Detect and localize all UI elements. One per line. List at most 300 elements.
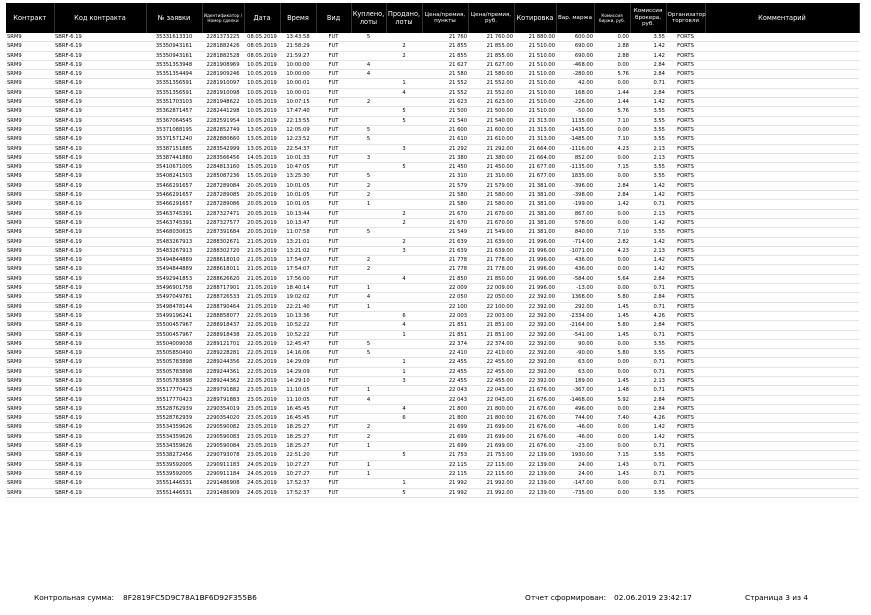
cell-type: FUT	[328, 229, 339, 236]
cell-comment	[705, 376, 859, 385]
cell-broker-fee: 2.13	[653, 154, 665, 161]
cell-sold-lots	[386, 153, 422, 162]
cell-exchange-fee: 1.45	[617, 312, 629, 319]
cell-quote: 22 392.00	[528, 322, 555, 329]
cell-price-rub: 22 374.00	[486, 340, 513, 347]
cell-exchange-fee: 0.00	[617, 340, 629, 347]
cell-quote: 21 381.00	[528, 182, 555, 189]
cell-contract-code: SBRF-6.19	[55, 210, 82, 217]
cell-var-margin: -735.00	[572, 489, 593, 496]
cell-broker-fee: 0.71	[653, 443, 665, 450]
table-row	[6, 88, 859, 97]
cell-exchange-fee: 0.00	[617, 210, 629, 217]
cell-broker-fee: 0.71	[653, 368, 665, 375]
cell-date: 21.05.2019	[247, 257, 277, 264]
cell-var-margin: 690.00	[574, 52, 593, 59]
cell-exchange-fee: 0.00	[617, 257, 629, 264]
cell-date: 20.05.2019	[247, 192, 277, 199]
cell-price-rub: 22 050.00	[486, 294, 513, 301]
cell-trade-organizer: FORTS	[677, 312, 694, 319]
cell-contract-code: SBRF-6.19	[55, 322, 82, 329]
cell-type: FUT	[328, 201, 339, 208]
cell-quote: 21 313.00	[528, 126, 555, 133]
cell-contract: SRM9	[7, 285, 22, 292]
header-exchange-fee: Комиссия биржи, руб.	[594, 3, 630, 33]
cell-time: 13:43:58	[286, 34, 310, 40]
cell-trade-organizer: FORTS	[677, 266, 694, 273]
cell-order-number: 35350943161	[155, 52, 193, 59]
cell-contract-code: SBRF-6.19	[55, 387, 82, 394]
cell-quote: 21 510.00	[528, 108, 555, 115]
cell-trade-organizer: FORTS	[677, 470, 694, 477]
cell-trade-organizer: FORTS	[677, 219, 694, 226]
cell-comment	[705, 274, 859, 283]
cell-contract: SRM9	[7, 415, 22, 422]
cell-contract: SRM9	[7, 219, 22, 226]
table-row	[6, 274, 859, 283]
cell-comment	[705, 125, 859, 134]
cell-trade-organizer: FORTS	[677, 303, 694, 310]
cell-contract: SRM9	[7, 303, 22, 310]
cell-type: FUT	[328, 145, 339, 152]
cell-order-number: 35387151885	[155, 145, 193, 152]
cell-contract: SRM9	[7, 331, 22, 338]
cell-type: FUT	[328, 368, 339, 375]
cell-bought-lots: 2	[366, 257, 371, 264]
cell-trade-organizer: FORTS	[677, 322, 694, 329]
cell-time: 10:47:05	[286, 164, 310, 171]
cell-price-rub: 21 580.00	[486, 201, 513, 208]
cell-sold-lots: 2	[402, 43, 406, 50]
cell-time: 10:13:47	[286, 219, 310, 226]
cell-order-number: 35492941853	[155, 275, 193, 282]
cell-price-points: 22 455	[448, 368, 467, 375]
cell-price-rub: 21 992.00	[486, 480, 513, 487]
cell-contract: SRM9	[7, 192, 22, 199]
cell-date: 23.05.2019	[247, 387, 277, 394]
cell-broker-fee: 0.71	[653, 480, 665, 487]
cell-exchange-fee: 0.00	[617, 368, 629, 375]
cell-bought-lots: 2	[366, 99, 371, 106]
cell-exchange-fee: 0.00	[617, 61, 629, 68]
cell-var-margin: -714.00	[572, 238, 593, 245]
cell-sold-lots: 1	[402, 359, 406, 366]
cell-quote: 22 139.00	[528, 470, 555, 477]
cell-contract-code: SBRF-6.19	[55, 164, 82, 171]
cell-order-number: 35483267913	[155, 247, 193, 254]
cell-time: 11:07:58	[286, 229, 310, 236]
cell-bought-lots: 2	[366, 433, 371, 440]
cell-contract: SRM9	[7, 117, 22, 124]
cell-exchange-fee: 2.84	[617, 182, 629, 189]
cell-contract: SRM9	[7, 350, 22, 357]
cell-deal-id: 2281909246	[206, 71, 240, 78]
cell-order-number: 35534359626	[155, 443, 193, 450]
cell-price-points: 22 050	[448, 294, 467, 301]
cell-price-rub: 22 410.00	[486, 350, 513, 357]
table-row	[6, 200, 859, 209]
cell-broker-fee: 1.42	[653, 424, 665, 431]
cell-deal-id: 2289244356	[206, 359, 240, 366]
cell-broker-fee: 3.55	[653, 452, 665, 459]
cell-comment	[705, 79, 859, 88]
cell-sold-lots	[386, 228, 422, 237]
cell-comment	[705, 284, 859, 293]
cell-deal-id: 2290354020	[206, 415, 240, 422]
cell-quote: 21 996.00	[528, 238, 555, 245]
cell-exchange-fee: 0.00	[617, 266, 629, 273]
cell-price-points: 22 043	[448, 396, 467, 403]
cell-price-points: 21 760	[448, 34, 467, 40]
cell-trade-organizer: FORTS	[677, 229, 694, 236]
table-row	[6, 367, 859, 376]
cell-date: 23.05.2019	[247, 452, 277, 459]
cell-quote: 22 392.00	[528, 340, 555, 347]
header-price-points: Цена/премия, пункты	[422, 3, 468, 33]
cell-broker-fee: 1.42	[653, 219, 665, 226]
cell-order-number: 35500457967	[155, 322, 193, 329]
cell-sold-lots: 4	[402, 405, 406, 412]
cell-sold-lots	[386, 125, 422, 134]
cell-comment	[705, 42, 859, 51]
table-row	[6, 479, 859, 488]
cell-price-rub: 21 699.00	[486, 443, 513, 450]
cell-price-rub: 21 450.00	[486, 164, 513, 171]
cell-var-margin: -1116.00	[569, 145, 593, 152]
cell-sold-lots	[386, 442, 422, 451]
cell-price-rub: 21 851.00	[486, 322, 513, 329]
table-row	[6, 460, 859, 469]
cell-trade-organizer: FORTS	[677, 192, 694, 199]
cell-order-number: 35351703103	[155, 99, 193, 106]
cell-date: 21.05.2019	[247, 238, 277, 245]
cell-price-points: 21 627	[448, 61, 467, 68]
cell-type: FUT	[328, 322, 339, 329]
cell-time: 17:54:07	[286, 266, 310, 273]
cell-exchange-fee: 7.10	[617, 229, 629, 236]
cell-sold-lots: 5	[402, 164, 406, 171]
cell-deal-id: 2281910097	[206, 80, 240, 87]
cell-date: 24.05.2019	[247, 461, 277, 468]
cell-date: 22.05.2019	[247, 350, 277, 357]
cell-var-margin: 1368.00	[571, 294, 593, 301]
cell-deal-id: 2288717901	[206, 285, 240, 292]
cell-trade-organizer: FORTS	[677, 443, 694, 450]
header-type: Вид	[316, 3, 351, 33]
cell-trade-organizer: FORTS	[677, 108, 694, 115]
cell-type: FUT	[328, 480, 339, 487]
cell-var-margin: -396.00	[572, 182, 593, 189]
cell-contract-code: SBRF-6.19	[55, 34, 82, 40]
cell-comment	[705, 339, 859, 348]
cell-bought-lots	[351, 237, 386, 246]
cell-var-margin: 744.00	[574, 415, 593, 422]
cell-trade-organizer: FORTS	[677, 331, 694, 338]
cell-var-margin: 189.00	[574, 377, 593, 384]
cell-price-points: 22 115	[448, 470, 467, 477]
cell-price-rub: 21 610.00	[486, 136, 513, 143]
header-broker-fee: Комиссия брокера, руб.	[630, 3, 666, 33]
cell-bought-lots: 5	[366, 34, 371, 40]
cell-broker-fee: 2.84	[653, 294, 665, 301]
cell-deal-id: 2287289086	[206, 201, 240, 208]
table-row	[6, 144, 859, 153]
cell-type: FUT	[328, 424, 339, 431]
table-row	[6, 339, 859, 348]
cell-bought-lots	[351, 367, 386, 376]
cell-bought-lots	[351, 144, 386, 153]
cell-type: FUT	[328, 210, 339, 217]
cell-broker-fee: 1.42	[653, 257, 665, 264]
cell-order-number: 35367064545	[155, 117, 193, 124]
header-row	[6, 3, 859, 33]
cell-exchange-fee: 1.42	[617, 201, 629, 208]
cell-type: FUT	[328, 266, 339, 273]
cell-var-margin: 90.00	[578, 340, 593, 347]
cell-var-margin: 24.00	[578, 461, 593, 468]
cell-deal-id: 2289791882	[206, 387, 240, 394]
cell-date: 22.05.2019	[247, 359, 277, 366]
report-footer	[34, 593, 864, 607]
cell-bought-lots	[351, 488, 386, 497]
cell-type: FUT	[328, 396, 339, 403]
cell-type: FUT	[328, 89, 339, 96]
table-row	[6, 218, 859, 227]
cell-order-number: 35350943161	[155, 43, 193, 50]
cell-date: 23.05.2019	[247, 443, 277, 450]
cell-sold-lots: 2	[402, 238, 406, 245]
cell-deal-id: 2281882528	[206, 52, 240, 59]
cell-quote: 22 392.00	[528, 331, 555, 338]
cell-deal-id: 2289244361	[206, 368, 240, 375]
cell-contract: SRM9	[7, 238, 22, 245]
cell-contract-code: SBRF-6.19	[55, 126, 82, 133]
table-row	[6, 358, 859, 367]
table-row	[6, 163, 859, 172]
cell-date: 21.05.2019	[247, 294, 277, 301]
cell-contract: SRM9	[7, 424, 22, 431]
cell-type: FUT	[328, 126, 339, 133]
cell-var-margin: -13.00	[576, 285, 593, 292]
cell-exchange-fee: 1.45	[617, 377, 629, 384]
cell-var-margin: -280.00	[572, 71, 593, 78]
cell-price-rub: 21 552.00	[486, 89, 513, 96]
cell-bought-lots: 5	[366, 340, 371, 347]
cell-bought-lots	[351, 404, 386, 413]
cell-price-rub: 21 380.00	[486, 154, 513, 161]
cell-price-points: 21 552	[448, 89, 467, 96]
cell-contract-code: SBRF-6.19	[55, 312, 82, 319]
cell-type: FUT	[328, 117, 339, 124]
cell-bought-lots: 2	[366, 182, 371, 189]
cell-price-points: 21 500	[448, 108, 467, 115]
cell-comment	[705, 451, 859, 460]
cell-quote: 21 313.00	[528, 136, 555, 143]
cell-deal-id: 2287289084	[206, 182, 240, 189]
cell-date: 20.05.2019	[247, 201, 277, 208]
cell-trade-organizer: FORTS	[677, 294, 694, 301]
table-row	[6, 135, 859, 144]
cell-time: 22:51:20	[286, 452, 310, 459]
cell-bought-lots: 1	[366, 470, 371, 477]
cell-contract: SRM9	[7, 405, 22, 412]
cell-type: FUT	[328, 164, 339, 171]
cell-date: 22.05.2019	[247, 368, 277, 375]
cell-quote: 21 677.00	[528, 173, 555, 180]
cell-type: FUT	[328, 173, 339, 180]
cell-order-number: 35466291657	[155, 201, 193, 208]
cell-var-margin: 496.00	[574, 405, 593, 412]
cell-quote: 21 510.00	[528, 89, 555, 96]
cell-sold-lots	[386, 423, 422, 432]
cell-trade-organizer: FORTS	[677, 350, 694, 357]
table-row	[6, 42, 859, 51]
cell-contract: SRM9	[7, 312, 22, 319]
cell-trade-organizer: FORTS	[677, 433, 694, 440]
cell-time: 18:40:14	[286, 285, 310, 292]
table-row	[6, 172, 859, 181]
generated-label: Отчет сформирован:	[525, 593, 607, 602]
cell-comment	[705, 209, 859, 218]
cell-broker-fee: 2.13	[653, 145, 665, 152]
cell-comment	[705, 237, 859, 246]
cell-time: 22:54:37	[286, 145, 310, 152]
cell-quote: 22 392.00	[528, 368, 555, 375]
cell-date: 21.05.2019	[247, 285, 277, 292]
cell-time: 10:27:27	[286, 461, 310, 468]
table-row	[6, 51, 859, 60]
cell-deal-id: 2282852749	[206, 126, 240, 133]
cell-contract-code: SBRF-6.19	[55, 368, 82, 375]
cell-exchange-fee: 5.80	[617, 294, 629, 301]
cell-comment	[705, 488, 859, 497]
cell-trade-organizer: FORTS	[677, 424, 694, 431]
table-row	[6, 116, 859, 125]
cell-quote: 22 392.00	[528, 350, 555, 357]
header-var-margin: Вар. маржа	[556, 3, 594, 33]
cell-sold-lots: 3	[402, 247, 406, 254]
cell-contract-code: SBRF-6.19	[55, 182, 82, 189]
cell-broker-fee: 2.13	[653, 377, 665, 384]
cell-price-points: 21 800	[448, 405, 467, 412]
cell-var-margin: -46.00	[576, 424, 593, 431]
cell-exchange-fee: 7.10	[617, 136, 629, 143]
cell-deal-id: 2287391684	[206, 229, 240, 236]
cell-var-margin: -541.00	[572, 331, 593, 338]
table-row	[6, 265, 859, 274]
cell-var-margin: -1071.00	[569, 247, 593, 254]
cell-bought-lots: 2	[366, 266, 371, 273]
cell-contract: SRM9	[7, 229, 22, 236]
cell-contract: SRM9	[7, 145, 22, 152]
cell-contract: SRM9	[7, 99, 22, 106]
header-bought-lots: Куплено, лоты	[351, 3, 386, 33]
cell-exchange-fee: 1.43	[617, 461, 629, 468]
generated-timestamp: 02.06.2019 23:42:17	[614, 593, 692, 602]
cell-comment	[705, 432, 859, 441]
cell-order-number: 35505783898	[155, 359, 193, 366]
cell-type: FUT	[328, 340, 339, 347]
cell-trade-organizer: FORTS	[677, 368, 694, 375]
cell-comment	[705, 135, 859, 144]
cell-deal-id: 2288918437	[206, 322, 240, 329]
cell-date: 21.05.2019	[247, 275, 277, 282]
cell-var-margin: 600.00	[574, 34, 593, 40]
cell-broker-fee: 2.84	[653, 322, 665, 329]
cell-trade-organizer: FORTS	[677, 285, 694, 292]
cell-var-margin: 840.00	[574, 229, 593, 236]
cell-contract-code: SBRF-6.19	[55, 154, 82, 161]
cell-deal-id: 2287289085	[206, 192, 240, 199]
cell-date: 20.05.2019	[247, 229, 277, 236]
table-row	[6, 432, 859, 441]
cell-bought-lots	[351, 218, 386, 227]
cell-price-rub: 22 003.00	[486, 312, 513, 319]
cell-sold-lots	[386, 172, 422, 181]
cell-price-points: 22 003	[448, 312, 467, 319]
cell-quote: 22 139.00	[528, 480, 555, 487]
cell-exchange-fee: 5.76	[617, 108, 629, 115]
cell-contract-code: SBRF-6.19	[55, 219, 82, 226]
cell-price-points: 21 992	[448, 489, 467, 496]
cell-quote: 21 381.00	[528, 192, 555, 199]
cell-type: FUT	[328, 377, 339, 384]
cell-date: 15.05.2019	[247, 173, 277, 180]
cell-sold-lots: 1	[402, 480, 406, 487]
cell-comment	[705, 200, 859, 209]
cell-trade-organizer: FORTS	[677, 164, 694, 171]
cell-quote: 21 677.00	[528, 164, 555, 171]
cell-var-margin: -584.00	[572, 275, 593, 282]
cell-time: 10:00:01	[286, 80, 310, 87]
cell-price-rub: 21 699.00	[486, 433, 513, 440]
cell-broker-fee: 3.55	[653, 34, 665, 40]
cell-contract: SRM9	[7, 294, 22, 301]
cell-contract: SRM9	[7, 433, 22, 440]
cell-price-rub: 21 800.00	[486, 405, 513, 412]
cell-order-number: 35504009038	[155, 340, 193, 347]
cell-broker-fee: 2.84	[653, 71, 665, 78]
cell-date: 20.05.2019	[247, 210, 277, 217]
cell-price-rub: 21 580.00	[486, 71, 513, 78]
cell-order-number: 35466291657	[155, 182, 193, 189]
cell-price-rub: 22 455.00	[486, 377, 513, 384]
table-row	[6, 153, 859, 162]
cell-quote: 21 510.00	[528, 99, 555, 106]
cell-time: 17:56:00	[286, 275, 310, 282]
cell-contract-code: SBRF-6.19	[55, 71, 82, 78]
cell-time: 11:10:05	[286, 387, 310, 394]
cell-trade-organizer: FORTS	[677, 136, 694, 143]
cell-order-number: 35496901758	[155, 285, 193, 292]
cell-contract-code: SBRF-6.19	[55, 396, 82, 403]
cell-sold-lots: 5	[402, 452, 406, 459]
cell-price-rub: 21 627.00	[486, 61, 513, 68]
cell-trade-organizer: FORTS	[677, 275, 694, 282]
cell-price-rub: 21 753.00	[486, 452, 513, 459]
cell-var-margin: -90.00	[576, 350, 593, 357]
cell-bought-lots: 4	[366, 294, 371, 301]
cell-type: FUT	[328, 80, 339, 87]
cell-trade-organizer: FORTS	[677, 52, 694, 59]
cell-price-points: 21 778	[448, 257, 467, 264]
cell-contract-code: SBRF-6.19	[55, 108, 82, 115]
cell-date: 14.05.2019	[247, 154, 277, 161]
cell-order-number: 35494844889	[155, 257, 193, 264]
cell-contract: SRM9	[7, 89, 22, 96]
cell-price-points: 21 600	[448, 126, 467, 133]
cell-broker-fee: 0.71	[653, 80, 665, 87]
